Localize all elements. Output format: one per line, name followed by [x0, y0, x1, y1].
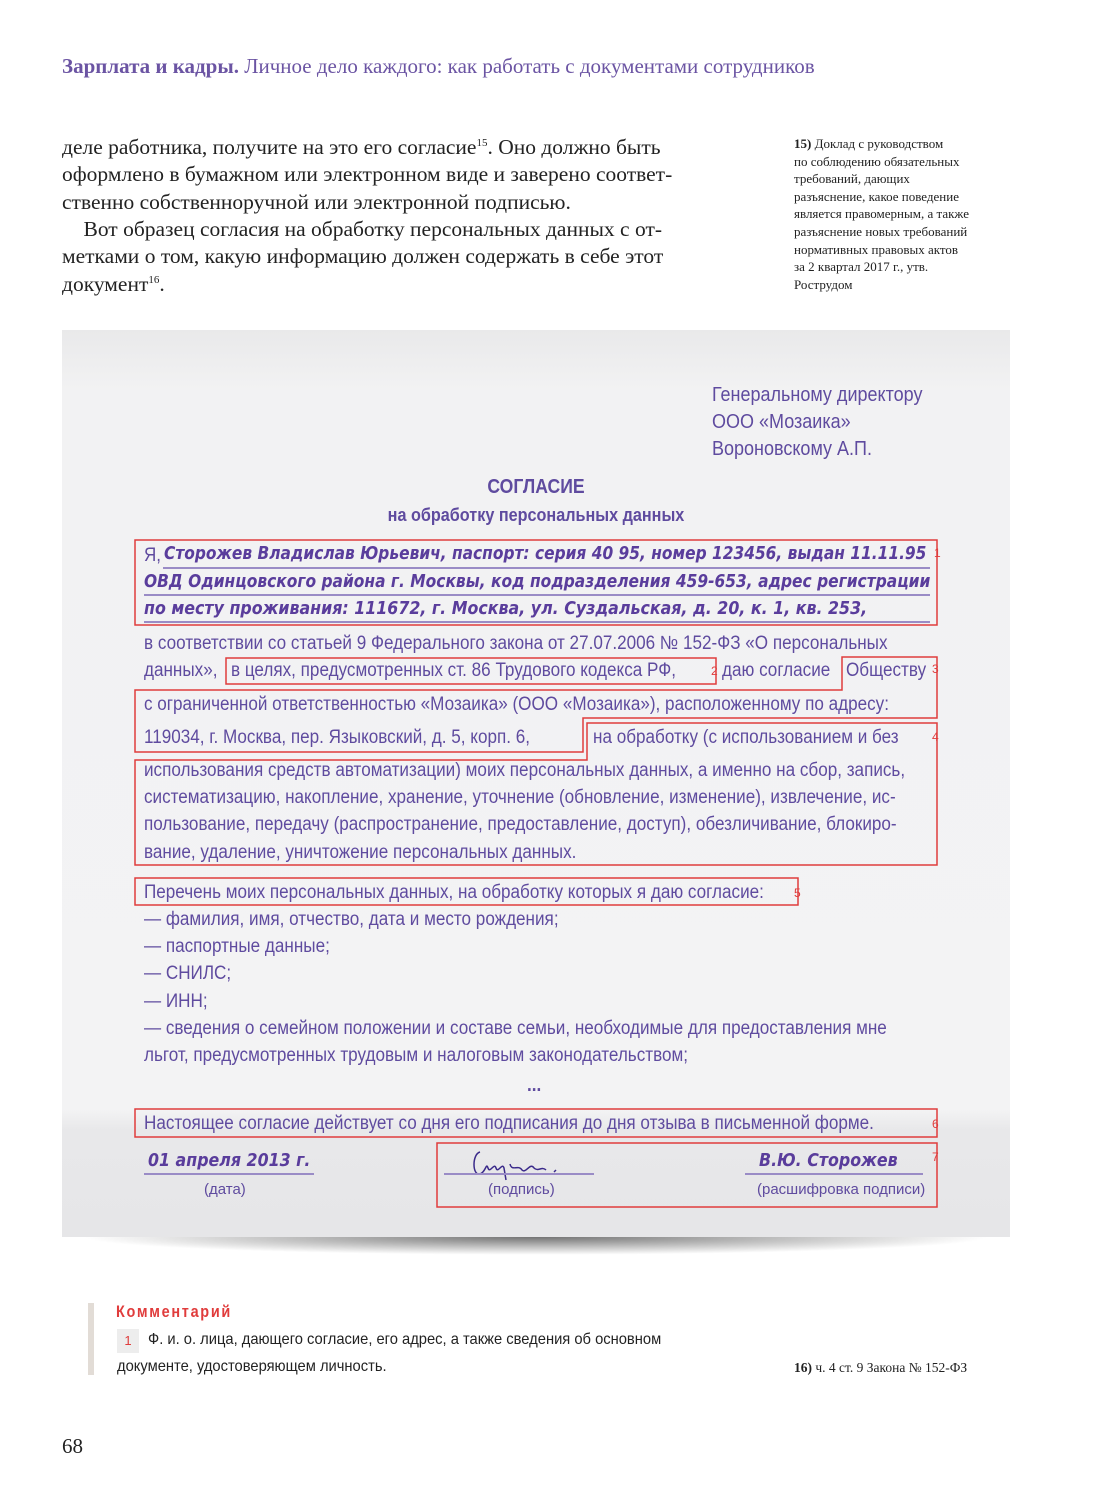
- footnote-15: 15) Доклад с руководством по соблюдению обязательных требований, дающих разъяснение, какое поведение является правомерным, а также разъяснение новых требований нормативных правовых актов за 2 квартал 2017 г., утв. Рострудом: [794, 136, 969, 292]
- list-item: — паспортные данные;: [144, 936, 330, 957]
- body-line: ственно собственноручной или электронной подписью.: [62, 189, 571, 214]
- date-value: 01 апреля 2013 г.: [148, 1150, 311, 1171]
- body-line: документ$^{16}$.: [62, 271, 165, 296]
- marker-3: 3: [932, 662, 939, 676]
- body-line: Вот образец согласия на обработку персональных данных с от-: [62, 216, 662, 241]
- body-line: метками о том, какую информацию должен содержать в себе этот: [62, 244, 664, 269]
- marker-2: 2: [711, 664, 718, 678]
- comment-number: 1: [117, 1329, 139, 1353]
- body-line: оформлено в бумажном или электронном виде и заверено соответ-: [62, 162, 673, 187]
- marker-4: 4: [932, 730, 939, 744]
- header-title: Личное дело каждого: как работать с документами сотрудников: [244, 54, 815, 78]
- marker-1: 1: [934, 546, 941, 560]
- list-title: Перечень моих персональных данных, на обработку которых я даю согласие:: [144, 882, 764, 903]
- handwritten-line: по месту проживания: 111672, г. Москва, ул. Суздальская, д. 20, к. 1, кв. 253,: [144, 598, 868, 619]
- list-item: — фамилия, имя, отчество, дата и место рождения;: [144, 909, 559, 930]
- footnote-16: 16) ч. 4 ст. 9 Закона № 152-ФЗ: [794, 1360, 968, 1375]
- comment-bar: [88, 1303, 94, 1375]
- comment-title: Комментарий: [116, 1302, 233, 1321]
- marker-6: 6: [932, 1117, 939, 1131]
- addressee: Генеральному директору ООО «Мозаика» Вороновскому А.П.: [712, 384, 923, 460]
- handwritten-line: Сторожев Владислав Юрьевич, паспорт: серия 40 95, номер 123456, выдан 11.11.95: [164, 543, 927, 564]
- page-number: 68: [62, 1434, 83, 1458]
- comment-line: документе, удостоверяющем личность.: [117, 1358, 387, 1375]
- ellipsis: ...: [527, 1075, 542, 1096]
- marker-7: 7: [932, 1150, 939, 1164]
- list-item: — СНИЛС;: [144, 963, 232, 984]
- form-subtitle: на обработку персональных данных: [387, 505, 685, 525]
- validity: Настоящее согласие действует со дня его подписания до дня отзыва в письменной форме.: [144, 1113, 874, 1134]
- name-value: В.Ю. Сторожев: [759, 1150, 898, 1171]
- comment-line: Ф. и. о. лица, дающего согласие, его адрес, а также сведения об основном: [148, 1331, 662, 1348]
- form-title: СОГЛАСИЕ: [487, 476, 585, 498]
- list-item: — ИНН;: [144, 991, 208, 1012]
- handwritten-line: ОВД Одинцовского района г. Москвы, код подразделения 459-653, адрес регистрации: [144, 571, 931, 592]
- list-item: — сведения о семейном положении и составе семьи, необходимые для предоставления мне: [144, 1018, 887, 1039]
- section-name: Зарплата и кадры.: [62, 54, 240, 78]
- marker-5: 5: [794, 886, 801, 900]
- body-line: деле работника, получите на это его согласие$^{15}$. Оно должно быть: [62, 135, 661, 159]
- ya-label: Я,: [144, 545, 161, 566]
